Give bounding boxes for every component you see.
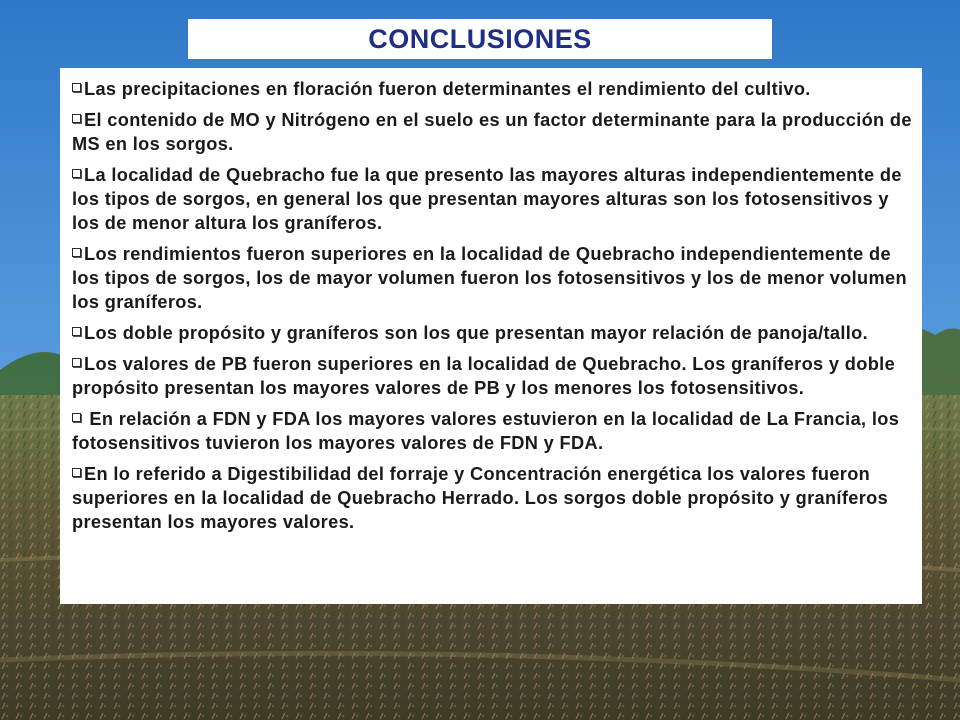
conclusion-text: En lo referido a Digestibilidad del forraje y Concentración energética los valores fueron superiores en la localidad de Quebracho Herrado. Los sorgos doble propósito y graníferos presentan los mayores valores.: [72, 464, 889, 532]
title-box: [188, 19, 772, 59]
conclusion-text: Los rendimientos fueron superiores en la localidad de Quebracho independientemente de los tipos de sorgos, los de mayor volumen fueron los fotosensitivos y los de menor volumen los graníferos.: [72, 244, 907, 312]
conclusion-item-7: [72, 407, 912, 455]
conclusion-item-6: [72, 352, 912, 400]
conclusion-item-8: [72, 462, 912, 534]
hollow-square-bullet-icon: [72, 83, 81, 92]
hollow-square-bullet-icon: [72, 114, 81, 123]
conclusion-text: El contenido de MO y Nitrógeno en el suelo es un factor determinante para la producción de MS en los sorgos.: [72, 110, 912, 154]
conclusion-item-1: [72, 77, 912, 101]
conclusion-item-4: [72, 242, 912, 314]
slide-title: CONCLUSIONES: [368, 23, 592, 54]
conclusion-item-2: [72, 108, 912, 156]
conclusion-item-3: [72, 163, 912, 235]
conclusions-panel: [60, 68, 922, 604]
hollow-square-bullet-icon: [72, 358, 81, 367]
conclusion-item-5: [72, 321, 912, 345]
conclusion-text: En relación a FDN y FDA los mayores valores estuvieron en la localidad de La Francia, los fotosensitivos tuvieron los mayores valores de FDN y FDA.: [72, 409, 900, 453]
conclusion-text: Los valores de PB fueron superiores en la localidad de Quebracho. Los graníferos y doble propósito presentan los mayores valores de PB y los menores los fotosensitivos.: [72, 354, 896, 398]
hollow-square-bullet-icon: [72, 248, 81, 257]
hollow-square-bullet-icon: [72, 413, 81, 422]
conclusion-text: La localidad de Quebracho fue la que presento las mayores alturas independientemente de los tipos de sorgos, en general los que presentan mayores alturas son los fotosensitivos y los de menor altura los graníferos.: [72, 165, 902, 233]
conclusion-text: Las precipitaciones en floración fueron determinantes el rendimiento del cultivo.: [84, 79, 811, 99]
hollow-square-bullet-icon: [72, 468, 81, 477]
hollow-square-bullet-icon: [72, 169, 81, 178]
hollow-square-bullet-icon: [72, 327, 81, 336]
conclusion-text: Los doble propósito y graníferos son los que presentan mayor relación de panoja/tallo.: [84, 323, 869, 343]
